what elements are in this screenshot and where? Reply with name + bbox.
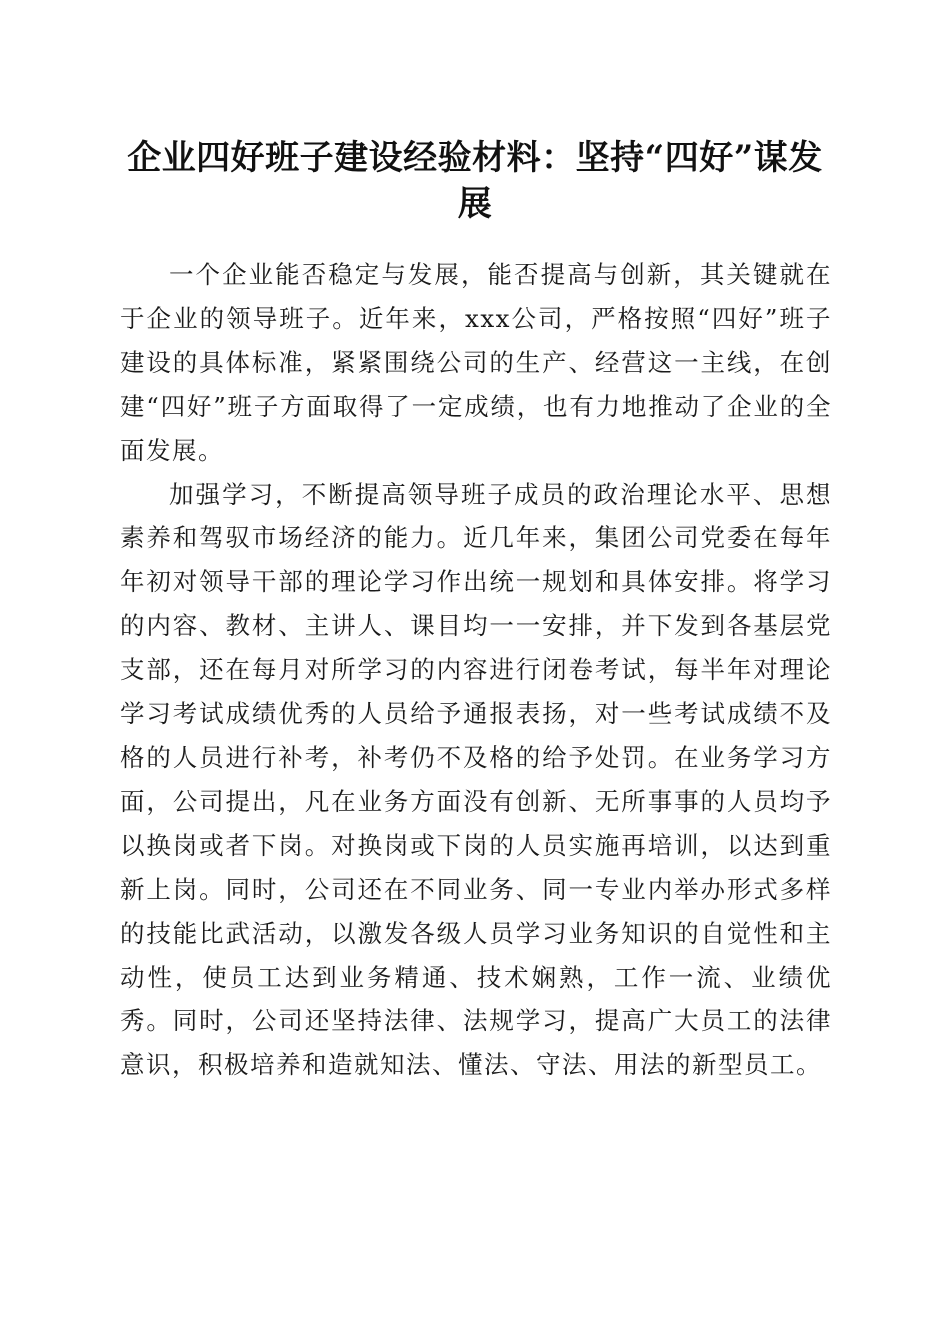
document-body (120, 253, 832, 1087)
document-title: 企业四好班子建设经验材料：坚持“四好”谋发展 (127, 138, 823, 224)
paragraph-intro: 一个企业能否稳定与发展，能否提高与创新，其关键就在于企业的领导班子。近年来，xxx公司，严格按照“四好”班子建设的具体标准，紧紧围绕公司的生产、经营这一主线，在创建“四好”班子方面取得了一定成绩，也有力地推动了企业的全面发展。 (120, 260, 832, 465)
paragraph-study: 加强学习，不断提高领导班子成员的政治理论水平、思想素养和驾驭市场经济的能力。近几年来，集团公司党委在每年年初对领导干部的理论学习作出统一规划和具体安排。将学习的内容、教材、主讲人、课目均一一安排，并下发到各基层党支部，还在每月对所学习的内容进行闭卷考试，每半年对理论学习考试成绩优秀的人员给予通报表扬，对一些考试成绩不及格的人员进行补考，补考仍不及格的给予处罚。在业务学习方面，公司提出，凡在业务方面没有创新、无所事事的人员均予以换岗或者下岗。对换岗或下岗的人员实施再培训，以达到重新上岗。同时，公司还在不同业务、同一专业内举办形式多样的技能比武活动，以激发各级人员学习业务知识的自觉性和主动性，使员工达到业务精通、技术娴熟，工作一流、业绩优秀。同时，公司还坚持法律、法规学习，提高广大员工的法律意识，积极培养和造就知法、懂法、守法、用法的新型员工。 (120, 479, 832, 1080)
